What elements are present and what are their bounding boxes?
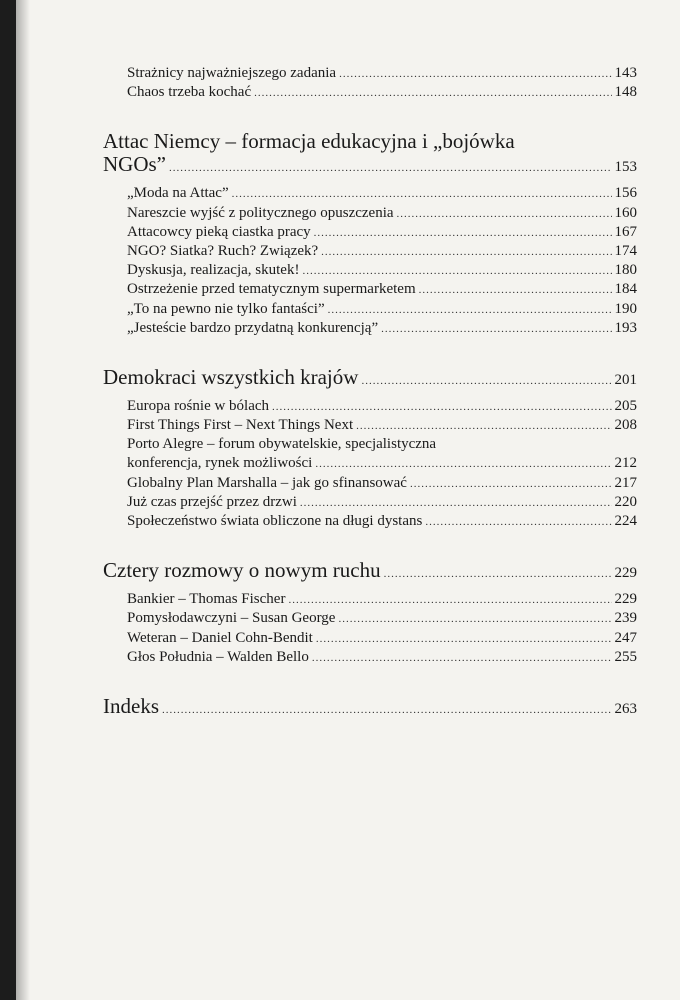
toc-entry-title: Globalny Plan Marshalla – jak go sfinansować — [127, 474, 407, 491]
toc-entry-title: Społeczeństwo świata obliczone na długi dystans — [127, 513, 423, 529]
toc-entry-title: Europa rośnie w bólach — [127, 397, 270, 414]
dot-leader — [315, 455, 611, 474]
toc-entry-title: „Jesteście bardzo przydatną konkurencją” — [127, 319, 379, 336]
toc-entry-title-line1: Porto Alegre – forum obywatelskie, specjalistyczna — [127, 436, 437, 453]
dot-leader — [321, 243, 611, 262]
toc-entry — [103, 493, 637, 512]
toc-entry-page: 143 — [614, 65, 637, 81]
section-title-interviews: Cztery rozmowy o nowym ruchu — [103, 558, 381, 583]
dot-leader — [272, 398, 611, 417]
section-heading-democrats — [103, 366, 637, 393]
toc-entry — [103, 300, 637, 319]
toc-entry — [103, 83, 637, 102]
toc-entry — [103, 242, 637, 261]
toc-entry-page: 212 — [614, 455, 637, 472]
toc-entry — [103, 280, 637, 299]
toc-entry — [103, 629, 637, 648]
dot-leader — [162, 699, 612, 722]
section-page-attac: 153 — [614, 159, 637, 176]
toc-entry-page: 224 — [614, 513, 637, 529]
toc-entry — [103, 512, 637, 531]
dot-leader — [381, 320, 611, 339]
toc-entry — [103, 223, 637, 242]
toc-entry-page: 148 — [614, 84, 637, 101]
dot-leader — [419, 281, 612, 300]
section-title-democrats: Demokraci wszystkich krajów — [103, 364, 359, 389]
toc-entry-title: Bankier – Thomas Fischer — [127, 591, 286, 608]
dot-leader — [384, 563, 612, 586]
dot-leader — [316, 630, 612, 649]
toc-entry — [103, 416, 637, 435]
dot-leader — [169, 157, 612, 180]
dot-leader — [314, 224, 612, 243]
toc-entry-page: 208 — [614, 417, 637, 434]
toc-entry-title: Pomysłodawczyni – Susan George — [127, 610, 336, 627]
toc-entry-page: 255 — [614, 648, 637, 665]
section-page-index: 263 — [614, 700, 637, 717]
toc-entry — [103, 590, 637, 609]
toc-entry — [103, 184, 637, 203]
dot-leader — [300, 494, 612, 513]
toc-entry-title: Już czas przejść przez drzwi — [127, 493, 297, 510]
dot-leader — [232, 185, 612, 204]
toc-entry — [103, 474, 637, 493]
toc-entry-title: Strażnicy najważniejszego zadania — [127, 65, 337, 81]
toc-entry-page: 220 — [614, 493, 637, 510]
book-page — [16, 0, 680, 1000]
toc-entry — [103, 204, 637, 223]
dot-leader — [288, 591, 611, 610]
toc-entry-page: 217 — [614, 474, 637, 491]
toc-entry-page: 184 — [614, 281, 637, 298]
toc-entry-title: Ostrzeżenie przed tematycznym supermarketem — [127, 281, 416, 298]
toc-entry-page: 229 — [614, 591, 637, 608]
toc-entry-page: 205 — [614, 397, 637, 414]
section-title-index: Indeks — [103, 693, 159, 718]
toc-entry — [103, 454, 637, 473]
toc-entry — [103, 609, 637, 628]
dot-leader — [338, 610, 611, 629]
section-heading-index — [103, 695, 637, 722]
toc-entry-page: 174 — [614, 242, 637, 259]
dot-leader — [361, 370, 611, 393]
dot-leader — [356, 417, 611, 436]
dot-leader — [397, 205, 612, 224]
section-title-attac-line2: NGOs” — [103, 152, 166, 177]
toc-entry-title: „To na pewno nie tylko fantaści” — [127, 300, 325, 317]
dot-leader — [410, 475, 612, 494]
toc-entry-title: Weteran – Daniel Cohn-Bendit — [127, 629, 313, 646]
section-page-democrats: 201 — [614, 371, 637, 388]
toc-entry-page: 160 — [614, 204, 637, 221]
dot-leader — [254, 84, 611, 103]
toc-entry-title: Głos Południa – Walden Bello — [127, 648, 309, 665]
toc-entry-page: 156 — [614, 185, 637, 202]
toc-entry-title: First Things First – Next Things Next — [127, 417, 354, 434]
toc-entry-title: „Moda na Attac” — [127, 185, 229, 202]
toc-entry — [103, 397, 637, 416]
dot-leader — [328, 301, 612, 320]
section-page-interviews: 229 — [614, 565, 637, 582]
toc-entry — [103, 648, 637, 667]
toc-entry — [103, 319, 637, 338]
page-spine-shadow — [16, 0, 30, 1000]
toc-entry-title: NGO? Siatka? Ruch? Związek? — [127, 242, 319, 259]
toc-entry-page: 239 — [614, 610, 637, 627]
section-heading-attac — [103, 153, 637, 180]
dot-leader — [339, 65, 611, 84]
toc-entry-page: 193 — [614, 319, 637, 336]
toc-entry — [103, 64, 637, 83]
toc-entry-page: 180 — [614, 262, 637, 279]
toc-entry-title-line2: konferencja, rynek możliwości — [127, 455, 313, 472]
toc-entry-title: Dyskusja, realizacja, skutek! — [127, 262, 300, 279]
toc-entry — [103, 261, 637, 280]
toc-entry-title: Chaos trzeba kochać — [127, 84, 252, 101]
toc-entry-page: 247 — [614, 629, 637, 646]
section-title-attac-line1: Attac Niemcy – formacja edukacyjna i „bojówka — [103, 129, 515, 154]
toc-entry-title: Nareszcie wyjść z politycznego opuszczenia — [127, 204, 394, 221]
dot-leader — [425, 513, 611, 532]
toc-entry-title: Attacowcy pieką ciastka pracy — [127, 223, 311, 240]
dot-leader — [302, 262, 611, 281]
dot-leader — [312, 649, 612, 668]
toc-entry-page: 167 — [614, 223, 637, 240]
toc-entry-page: 190 — [614, 300, 637, 317]
section-heading-interviews — [103, 559, 637, 586]
table-of-contents — [103, 64, 637, 722]
